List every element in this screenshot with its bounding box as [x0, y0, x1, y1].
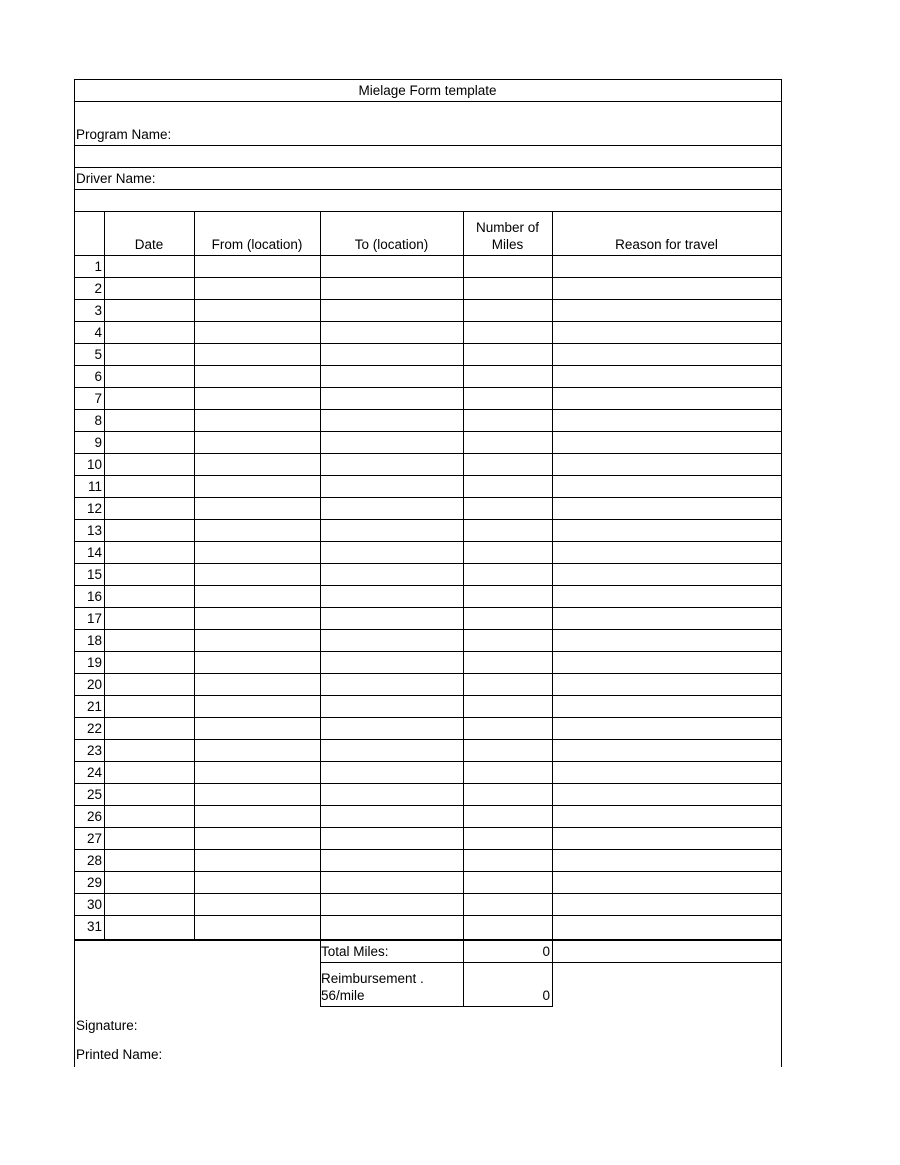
reason-cell[interactable]	[553, 740, 781, 761]
grid-line	[74, 211, 782, 212]
grid-line	[74, 453, 782, 454]
date-cell[interactable]	[105, 784, 194, 805]
grid-line	[74, 475, 782, 476]
grid-line	[74, 277, 782, 278]
from-cell[interactable]	[195, 498, 320, 519]
grid-line	[74, 145, 782, 146]
from-cell[interactable]	[195, 740, 320, 761]
reason-cell[interactable]	[553, 850, 781, 871]
grid-line	[74, 365, 782, 366]
row-number: 31	[86, 919, 102, 934]
miles-cell[interactable]	[464, 762, 552, 783]
to-cell[interactable]	[321, 256, 463, 277]
date-cell[interactable]	[105, 718, 194, 739]
miles-cell[interactable]	[464, 894, 552, 915]
date-cell[interactable]	[105, 850, 194, 871]
miles-cell[interactable]	[464, 542, 552, 563]
row-number: 8	[94, 413, 102, 428]
row-number: 19	[86, 655, 102, 670]
to-cell[interactable]	[321, 322, 463, 343]
row-number: 22	[86, 721, 102, 736]
reason-cell[interactable]	[553, 388, 781, 409]
date-cell[interactable]	[105, 388, 194, 409]
reason-cell[interactable]	[553, 498, 781, 519]
signature-label: Signature:	[76, 1018, 138, 1033]
to-cell[interactable]	[321, 498, 463, 519]
program-name-label: Program Name:	[76, 127, 172, 142]
to-cell[interactable]	[321, 278, 463, 299]
from-cell[interactable]	[195, 784, 320, 805]
grid-line	[74, 827, 782, 828]
to-cell[interactable]	[321, 828, 463, 849]
to-cell[interactable]	[321, 850, 463, 871]
grid-line	[74, 321, 782, 322]
to-cell[interactable]	[321, 806, 463, 827]
grid-line	[74, 717, 782, 718]
reason-cell[interactable]	[553, 520, 781, 541]
row-number: 1	[94, 259, 102, 274]
from-cell[interactable]	[195, 850, 320, 871]
grid-line	[74, 255, 782, 256]
grid-line	[74, 431, 782, 432]
to-cell[interactable]	[321, 542, 463, 563]
miles-cell[interactable]	[464, 344, 552, 365]
grid-line	[74, 189, 782, 190]
date-cell[interactable]	[105, 300, 194, 321]
reason-cell[interactable]	[553, 476, 781, 497]
miles-cell[interactable]	[464, 630, 552, 651]
from-cell[interactable]	[195, 806, 320, 827]
grid-line	[74, 167, 782, 168]
grid-line	[74, 673, 782, 674]
grid-line	[74, 585, 782, 586]
miles-cell[interactable]	[464, 388, 552, 409]
to-cell[interactable]	[321, 388, 463, 409]
reason-cell[interactable]	[553, 828, 781, 849]
date-cell[interactable]	[105, 256, 194, 277]
reason-cell[interactable]	[553, 322, 781, 343]
grid-line	[74, 871, 782, 872]
from-cell[interactable]	[195, 630, 320, 651]
from-cell[interactable]	[195, 322, 320, 343]
column-header-reason: Reason for travel	[615, 237, 718, 252]
reason-cell[interactable]	[553, 410, 781, 431]
date-cell[interactable]	[105, 432, 194, 453]
to-cell[interactable]	[321, 762, 463, 783]
reason-cell[interactable]	[553, 630, 781, 651]
miles-cell[interactable]	[464, 674, 552, 695]
row-number: 5	[94, 347, 102, 362]
from-cell[interactable]	[195, 894, 320, 915]
date-cell[interactable]	[105, 916, 194, 937]
row-number: 18	[86, 633, 102, 648]
date-cell[interactable]	[105, 410, 194, 431]
date-cell[interactable]	[105, 894, 194, 915]
driver-name-label: Driver Name:	[76, 171, 156, 186]
from-cell[interactable]	[195, 300, 320, 321]
grid-line	[74, 519, 782, 520]
date-cell[interactable]	[105, 564, 194, 585]
reason-cell[interactable]	[553, 916, 781, 937]
date-cell[interactable]	[105, 674, 194, 695]
date-cell[interactable]	[105, 630, 194, 651]
reason-cell[interactable]	[553, 718, 781, 739]
to-cell[interactable]	[321, 740, 463, 761]
grid-line	[74, 761, 782, 762]
row-number: 4	[94, 325, 102, 340]
from-cell[interactable]	[195, 388, 320, 409]
row-number: 29	[86, 875, 102, 890]
row-number: 6	[94, 369, 102, 384]
from-cell[interactable]	[195, 542, 320, 563]
grid-line	[74, 607, 782, 608]
reason-cell[interactable]	[553, 762, 781, 783]
reason-cell[interactable]	[553, 366, 781, 387]
to-cell[interactable]	[321, 674, 463, 695]
to-cell[interactable]	[321, 718, 463, 739]
row-number: 21	[86, 699, 102, 714]
reason-cell[interactable]	[553, 344, 781, 365]
miles-cell[interactable]	[464, 586, 552, 607]
grid-line	[320, 211, 321, 1007]
reason-cell[interactable]	[553, 564, 781, 585]
grid-line	[74, 893, 782, 894]
date-cell[interactable]	[105, 498, 194, 519]
row-number: 3	[94, 303, 102, 318]
to-cell[interactable]	[321, 872, 463, 893]
from-cell[interactable]	[195, 828, 320, 849]
grid-line	[74, 939, 782, 941]
miles-cell[interactable]	[464, 696, 552, 717]
reason-cell[interactable]	[553, 256, 781, 277]
grid-line	[74, 299, 782, 300]
grid-line	[104, 211, 105, 940]
miles-cell[interactable]	[464, 322, 552, 343]
from-cell[interactable]	[195, 762, 320, 783]
row-number: 14	[86, 545, 102, 560]
miles-cell[interactable]	[464, 300, 552, 321]
from-cell[interactable]	[195, 586, 320, 607]
row-number: 23	[86, 743, 102, 758]
date-cell[interactable]	[105, 608, 194, 629]
from-cell[interactable]	[195, 564, 320, 585]
row-number: 28	[86, 853, 102, 868]
grid-line	[74, 651, 782, 652]
row-number: 7	[94, 391, 102, 406]
row-number: 26	[86, 809, 102, 824]
reason-cell[interactable]	[553, 432, 781, 453]
grid-line	[74, 629, 782, 630]
miles-cell[interactable]	[464, 564, 552, 585]
from-cell[interactable]	[195, 256, 320, 277]
grid-line	[74, 497, 782, 498]
grid-line	[74, 79, 782, 80]
column-header-to: To (location)	[354, 237, 429, 252]
reason-cell[interactable]	[553, 696, 781, 717]
miles-cell[interactable]	[464, 916, 552, 937]
miles-cell[interactable]	[464, 520, 552, 541]
miles-cell[interactable]	[464, 784, 552, 805]
row-number: 13	[86, 523, 102, 538]
date-cell[interactable]	[105, 872, 194, 893]
from-cell[interactable]	[195, 718, 320, 739]
miles-cell[interactable]	[464, 366, 552, 387]
row-number: 30	[86, 897, 102, 912]
row-number: 25	[86, 787, 102, 802]
total-miles-label: Total Miles:	[321, 944, 389, 959]
grid-line	[463, 211, 464, 1007]
to-cell[interactable]	[321, 366, 463, 387]
form-title: Mielage Form template	[358, 83, 497, 98]
miles-cell[interactable]	[464, 850, 552, 871]
to-cell[interactable]	[321, 608, 463, 629]
date-cell[interactable]	[105, 806, 194, 827]
reason-cell[interactable]	[553, 806, 781, 827]
reason-cell[interactable]	[553, 652, 781, 673]
grid-line	[781, 79, 782, 1067]
row-number: 16	[86, 589, 102, 604]
grid-line	[74, 563, 782, 564]
date-cell[interactable]	[105, 740, 194, 761]
date-cell[interactable]	[105, 652, 194, 673]
from-cell[interactable]	[195, 454, 320, 475]
grid-line	[74, 739, 782, 740]
miles-cell[interactable]	[464, 498, 552, 519]
date-cell[interactable]	[105, 520, 194, 541]
from-cell[interactable]	[195, 916, 320, 937]
reason-cell[interactable]	[553, 454, 781, 475]
reimbursement-label-line1: Reimbursement .	[321, 971, 424, 986]
reason-cell[interactable]	[553, 542, 781, 563]
to-cell[interactable]	[321, 344, 463, 365]
miles-cell[interactable]	[464, 476, 552, 497]
grid-line	[74, 541, 782, 542]
miles-cell[interactable]	[464, 828, 552, 849]
miles-cell[interactable]	[464, 608, 552, 629]
to-cell[interactable]	[321, 476, 463, 497]
from-cell[interactable]	[195, 652, 320, 673]
date-cell[interactable]	[105, 366, 194, 387]
reimbursement-value: 0	[542, 988, 550, 1003]
date-cell[interactable]	[105, 344, 194, 365]
from-cell[interactable]	[195, 366, 320, 387]
miles-cell[interactable]	[464, 256, 552, 277]
miles-cell[interactable]	[464, 278, 552, 299]
from-cell[interactable]	[195, 432, 320, 453]
column-header-date: Date	[134, 237, 164, 252]
grid-line	[74, 101, 782, 102]
from-cell[interactable]	[195, 674, 320, 695]
to-cell[interactable]	[321, 520, 463, 541]
grid-line	[74, 409, 782, 410]
miles-cell[interactable]	[464, 718, 552, 739]
grid-line	[194, 211, 195, 940]
from-cell[interactable]	[195, 476, 320, 497]
from-cell[interactable]	[195, 410, 320, 431]
to-cell[interactable]	[321, 432, 463, 453]
total-miles-value: 0	[542, 944, 550, 959]
reason-cell[interactable]	[553, 784, 781, 805]
grid-line	[74, 387, 782, 388]
grid-line	[552, 211, 553, 1007]
reason-cell[interactable]	[553, 674, 781, 695]
date-cell[interactable]	[105, 696, 194, 717]
date-cell[interactable]	[105, 454, 194, 475]
miles-cell[interactable]	[464, 410, 552, 431]
from-cell[interactable]	[195, 344, 320, 365]
date-cell[interactable]	[105, 828, 194, 849]
date-cell[interactable]	[105, 278, 194, 299]
row-number: 27	[86, 831, 102, 846]
from-cell[interactable]	[195, 520, 320, 541]
from-cell[interactable]	[195, 278, 320, 299]
reason-cell[interactable]	[553, 894, 781, 915]
row-number: 2	[94, 281, 102, 296]
program-name-field[interactable]	[190, 103, 780, 144]
date-cell[interactable]	[105, 586, 194, 607]
grid-line	[74, 805, 782, 806]
miles-cell[interactable]	[464, 806, 552, 827]
row-number: 24	[86, 765, 102, 780]
date-cell[interactable]	[105, 762, 194, 783]
to-cell[interactable]	[321, 652, 463, 673]
reimbursement-label-line2: 56/mile	[321, 988, 365, 1003]
from-cell[interactable]	[195, 608, 320, 629]
row-number: 17	[86, 611, 102, 626]
from-cell[interactable]	[195, 696, 320, 717]
row-number: 9	[94, 435, 102, 450]
date-cell[interactable]	[105, 322, 194, 343]
to-cell[interactable]	[321, 454, 463, 475]
miles-cell[interactable]	[464, 432, 552, 453]
reason-cell[interactable]	[553, 278, 781, 299]
grid-line	[320, 1006, 553, 1007]
to-cell[interactable]	[321, 630, 463, 651]
column-header-miles-line2: Miles	[491, 237, 524, 252]
miles-cell[interactable]	[464, 652, 552, 673]
row-number: 12	[86, 501, 102, 516]
grid-line	[320, 962, 782, 963]
to-cell[interactable]	[321, 784, 463, 805]
column-header-from: From (location)	[211, 237, 303, 252]
driver-name-field[interactable]	[170, 168, 780, 188]
miles-cell[interactable]	[464, 740, 552, 761]
printed-name-label: Printed Name:	[76, 1047, 163, 1062]
date-cell[interactable]	[105, 542, 194, 563]
reason-cell[interactable]	[553, 586, 781, 607]
grid-line	[74, 783, 782, 784]
row-number: 10	[86, 457, 102, 472]
miles-cell[interactable]	[464, 872, 552, 893]
row-number: 15	[86, 567, 102, 582]
grid-line	[74, 343, 782, 344]
to-cell[interactable]	[321, 696, 463, 717]
to-cell[interactable]	[321, 300, 463, 321]
to-cell[interactable]	[321, 410, 463, 431]
to-cell[interactable]	[321, 894, 463, 915]
reason-cell[interactable]	[553, 872, 781, 893]
column-header-miles-line1: Number of	[475, 220, 540, 235]
row-number: 11	[87, 479, 102, 494]
grid-line	[74, 695, 782, 696]
to-cell[interactable]	[321, 916, 463, 937]
reason-cell[interactable]	[553, 300, 781, 321]
date-cell[interactable]	[105, 476, 194, 497]
miles-cell[interactable]	[464, 454, 552, 475]
to-cell[interactable]	[321, 564, 463, 585]
row-number: 20	[86, 677, 102, 692]
grid-line	[74, 849, 782, 850]
grid-line	[74, 79, 75, 1067]
grid-line	[74, 915, 782, 916]
reason-cell[interactable]	[553, 608, 781, 629]
to-cell[interactable]	[321, 586, 463, 607]
from-cell[interactable]	[195, 872, 320, 893]
